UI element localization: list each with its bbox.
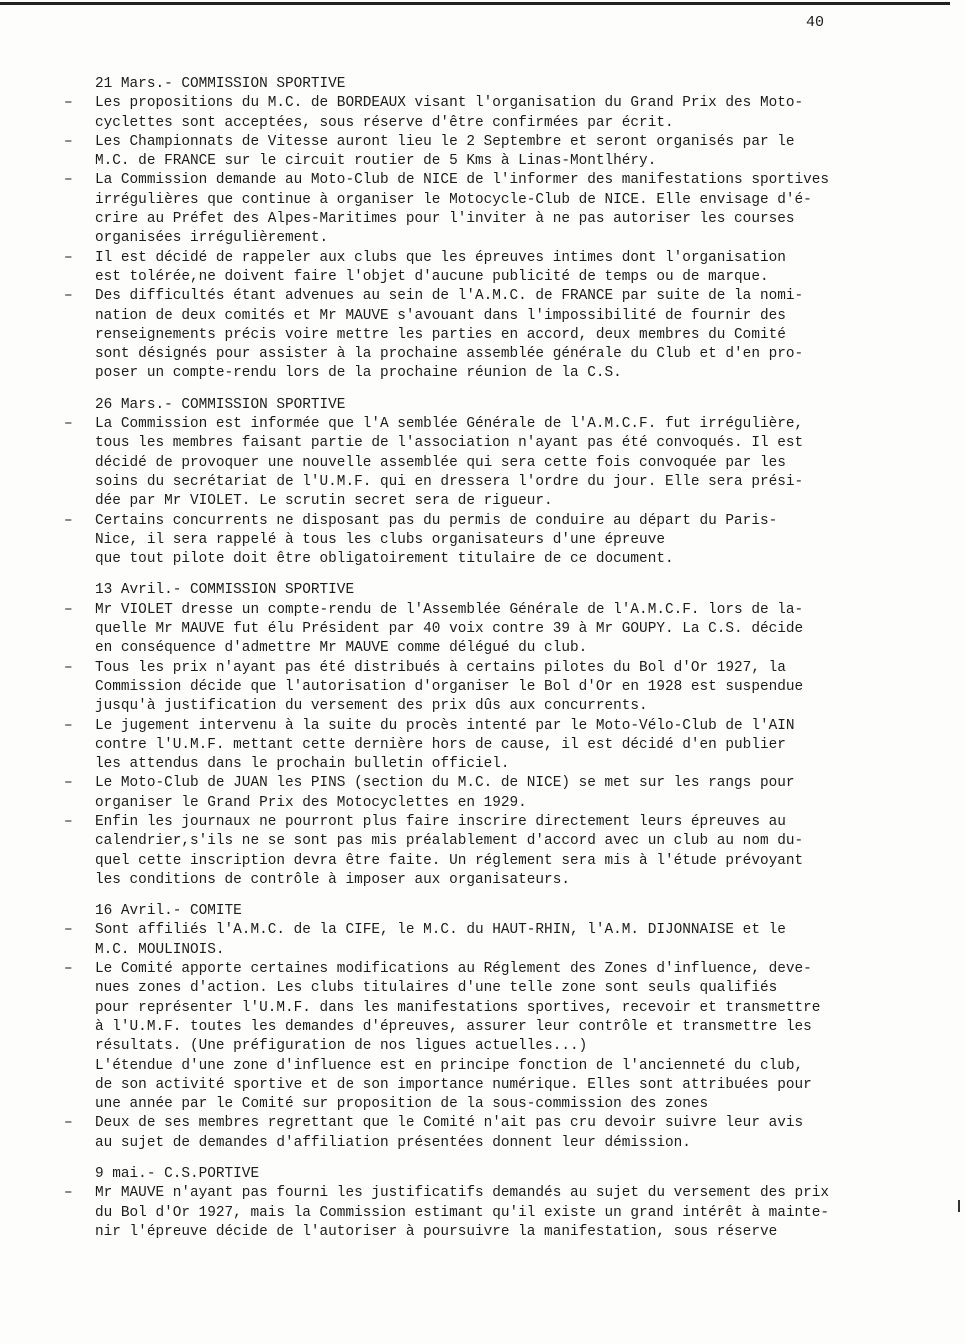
- entry-dash: –: [64, 1115, 73, 1132]
- minutes-entry: [64, 415, 924, 511]
- minutes-section: [64, 581, 924, 890]
- margin-mark: [958, 1200, 960, 1212]
- text-line: La Commission est informée que l'A semblée Générale de l'A.M.C.F. fut irrégulière,: [95, 416, 804, 433]
- text-line: du Bol d'Or 1927, mais la Commission estimant qu'il existe un grand intérêt à mainte-: [95, 1204, 830, 1221]
- text-line: cyclettes sont acceptées, sous réserve d'être confirmées par écrit.: [95, 114, 674, 131]
- minutes-entry: [64, 960, 924, 1114]
- entry-dash: –: [64, 775, 73, 792]
- entry-dash: –: [64, 172, 73, 189]
- minutes-section: [64, 75, 924, 384]
- text-line: Mr MAUVE n'ayant pas fourni les justificatifs demandés au sujet du versement des prix: [95, 1185, 830, 1202]
- minutes-entry: [64, 1184, 924, 1242]
- entry-dash: –: [64, 95, 73, 112]
- text-line: M.C. de FRANCE sur le circuit routier de 5 Kms à Linas-Montlhéry.: [95, 153, 657, 170]
- entry-dash: –: [64, 512, 73, 529]
- text-line: organiser le Grand Prix des Motocyclettes en 1929.: [95, 794, 527, 811]
- text-line: Commission décide que l'autorisation d'organiser le Bol d'Or en 1928 est suspendue: [95, 678, 804, 695]
- text-line: soins du secrétariat de l'U.M.F. qui en dressera l'ordre du jour. Elle sera prési-: [95, 473, 804, 490]
- text-line: calendrier,s'ils ne se sont pas mis préalablement d'accord avec un club au nom du-: [95, 833, 804, 850]
- section-heading: 9 mai.- C.S.PORTIVE: [95, 1166, 260, 1183]
- entry-dash: –: [64, 813, 73, 830]
- minutes-entry: [64, 921, 924, 960]
- text-line: Le Moto-Club de JUAN les PINS (section du M.C. de NICE) se met sur les rangs pour: [95, 775, 795, 792]
- text-line: les conditions de contrôle à imposer aux organisateurs.: [95, 871, 570, 888]
- text-line: Certains concurrents ne disposant pas du permis de conduire au départ du Paris-: [95, 512, 778, 529]
- text-line: Sont affiliés l'A.M.C. de la CIFE, le M.C. du HAUT-RHIN, l'A.M. DIJONNAISE et le: [95, 922, 786, 939]
- minutes-entry: [64, 94, 924, 133]
- text-line: Le jugement intervenu à la suite du procès intenté par le Moto-Vélo-Club de l'AIN: [95, 717, 795, 734]
- text-line: M.C. MOULINOIS.: [95, 941, 225, 958]
- minutes-entry: [64, 774, 924, 813]
- text-line: poser un compte-rendu lors de la prochaine réunion de la C.S.: [95, 365, 622, 382]
- text-line: dée par Mr VIOLET. Le scrutin secret sera de rigueur.: [95, 493, 553, 510]
- minutes-entry: [64, 659, 924, 717]
- text-line: Tous les prix n'ayant pas été distribués à certains pilotes du Bol d'Or 1927, la: [95, 659, 786, 676]
- entry-dash: –: [64, 601, 73, 618]
- section-heading: 16 Avril.- COMITE: [95, 903, 242, 920]
- document-body: [64, 75, 924, 1254]
- minutes-entry: [64, 171, 924, 248]
- minutes-section: [64, 1165, 924, 1242]
- minutes-entry: [64, 512, 924, 570]
- entry-dash: –: [64, 659, 73, 676]
- section-heading: 13 Avril.- COMMISSION SPORTIVE: [95, 582, 355, 599]
- text-line: une année par le Comité sur proposition de la sous-commission des zones: [95, 1096, 709, 1113]
- entry-dash: –: [64, 961, 73, 978]
- minutes-entry: [64, 1114, 924, 1153]
- text-line: de son activité sportive et de son importance numérique. Elles sont attribuées pour: [95, 1076, 812, 1093]
- page-number: 40: [806, 14, 825, 31]
- text-line: nir l'épreuve décide de l'autoriser à poursuivre la manifestation, sous réserve: [95, 1223, 778, 1240]
- text-line: que tout pilote doit être obligatoirement titulaire de ce document.: [95, 551, 674, 568]
- minutes-entry: [64, 813, 924, 890]
- entry-dash: –: [64, 249, 73, 266]
- minutes-entry: [64, 133, 924, 172]
- top-rule: [0, 2, 950, 5]
- minutes-section: [64, 902, 924, 1153]
- entry-dash: –: [64, 133, 73, 150]
- text-line: Nice, il sera rappelé à tous les clubs organisateurs d'une épreuve: [95, 531, 665, 548]
- text-line: quel cette inscription devra être faite. Un réglement sera mis à l'étude prévoyant: [95, 852, 804, 869]
- entry-dash: –: [64, 1185, 73, 1202]
- text-line: Des difficultés étant advenues au sein de l'A.M.C. de FRANCE par suite de la nomi-: [95, 288, 804, 305]
- text-line: crire au Préfet des Alpes-Maritimes pour l'inviter à ne pas autoriser les courses: [95, 211, 795, 228]
- text-line: La Commission demande au Moto-Club de NICE de l'informer des manifestations sportives: [95, 172, 830, 189]
- text-line: Enfin les journaux ne pourront plus faire inscrire directement leurs épreuves au: [95, 813, 786, 830]
- text-line: nation de deux comités et Mr MAUVE s'avouant dans l'impossibilité de fournir des: [95, 307, 786, 324]
- text-line: quelle Mr MAUVE fut élu Président par 40 voix contre 39 à Mr GOUPY. La C.S. décide: [95, 621, 804, 638]
- text-line: nues zones d'action. Les clubs titulaires d'une telle zone sont seuls qualifiés: [95, 980, 778, 997]
- text-line: Deux de ses membres regrettant que le Comité n'ait pas cru devoir suivre leur avis: [95, 1115, 804, 1132]
- text-line: renseignements précis voire mettre les parties en accord, deux membres du Comité: [95, 326, 786, 343]
- entry-dash: –: [64, 922, 73, 939]
- entry-dash: –: [64, 416, 73, 433]
- text-line: irrégulières que continue à organiser le Motocycle-Club de NICE. Elle envisage d'é-: [95, 191, 812, 208]
- text-line: les attendus dans le prochain bulletin officiel.: [95, 756, 510, 773]
- entry-dash: –: [64, 717, 73, 734]
- text-line: Les Championnats de Vitesse auront lieu le 2 Septembre et seront organisés par le: [95, 133, 795, 150]
- text-line: Il est décidé de rappeler aux clubs que les épreuves intimes dont l'organisation: [95, 249, 786, 266]
- section-heading: 21 Mars.- COMMISSION SPORTIVE: [95, 76, 346, 92]
- text-line: Les propositions du M.C. de BORDEAUX visant l'organisation du Grand Prix des Moto-: [95, 95, 804, 112]
- text-line: sont désignés pour assister à la prochaine assemblée générale du Club et d'en pro-: [95, 346, 804, 363]
- text-line: jusqu'à justification du versement des prix dûs aux concurrents.: [95, 698, 648, 715]
- text-line: à l'U.M.F. toutes les demandes d'épreuves, assurer leur contrôle et transmettre les: [95, 1018, 812, 1035]
- text-line: décidé de provoquer une nouvelle assemblée qui sera cette fois convoquée par les: [95, 454, 786, 471]
- text-line: résultats. (Une préfiguration de nos ligues actuelles...): [95, 1038, 588, 1055]
- entry-dash: –: [64, 288, 73, 305]
- text-line: organisées irrégulièrement.: [95, 230, 329, 247]
- minutes-entry: [64, 249, 924, 288]
- text-line: tous les membres faisant partie de l'association n'ayant pas été convoqués. Il est: [95, 435, 804, 452]
- section-heading: 26 Mars.- COMMISSION SPORTIVE: [95, 396, 346, 413]
- text-line: est tolérée,ne doivent faire l'objet d'aucune publicité de temps ou de marque.: [95, 268, 769, 285]
- minutes-entry: [64, 601, 924, 659]
- text-line: en conséquence d'admettre Mr MAUVE comme délégué du club.: [95, 640, 588, 657]
- minutes-entry: [64, 717, 924, 775]
- text-line: pour représenter l'U.M.F. dans les manifestations sportives, recevoir et transmettre: [95, 999, 821, 1016]
- minutes-section: [64, 396, 924, 570]
- text-line: au sujet de demandes d'affiliation présentées donnent leur démission.: [95, 1134, 691, 1151]
- text-line: Mr VIOLET dresse un compte-rendu de l'Assemblée Générale de l'A.M.C.F. lors de la-: [95, 601, 804, 618]
- text-line: contre l'U.M.F. mettant cette dernière hors de cause, il est décidé d'en publier: [95, 736, 786, 753]
- text-line: Le Comité apporte certaines modifications au Réglement des Zones d'influence, deve-: [95, 961, 812, 978]
- text-line: L'étendue d'une zone d'influence est en principe fonction de l'ancienneté du club,: [95, 1057, 804, 1074]
- minutes-entry: [64, 287, 924, 383]
